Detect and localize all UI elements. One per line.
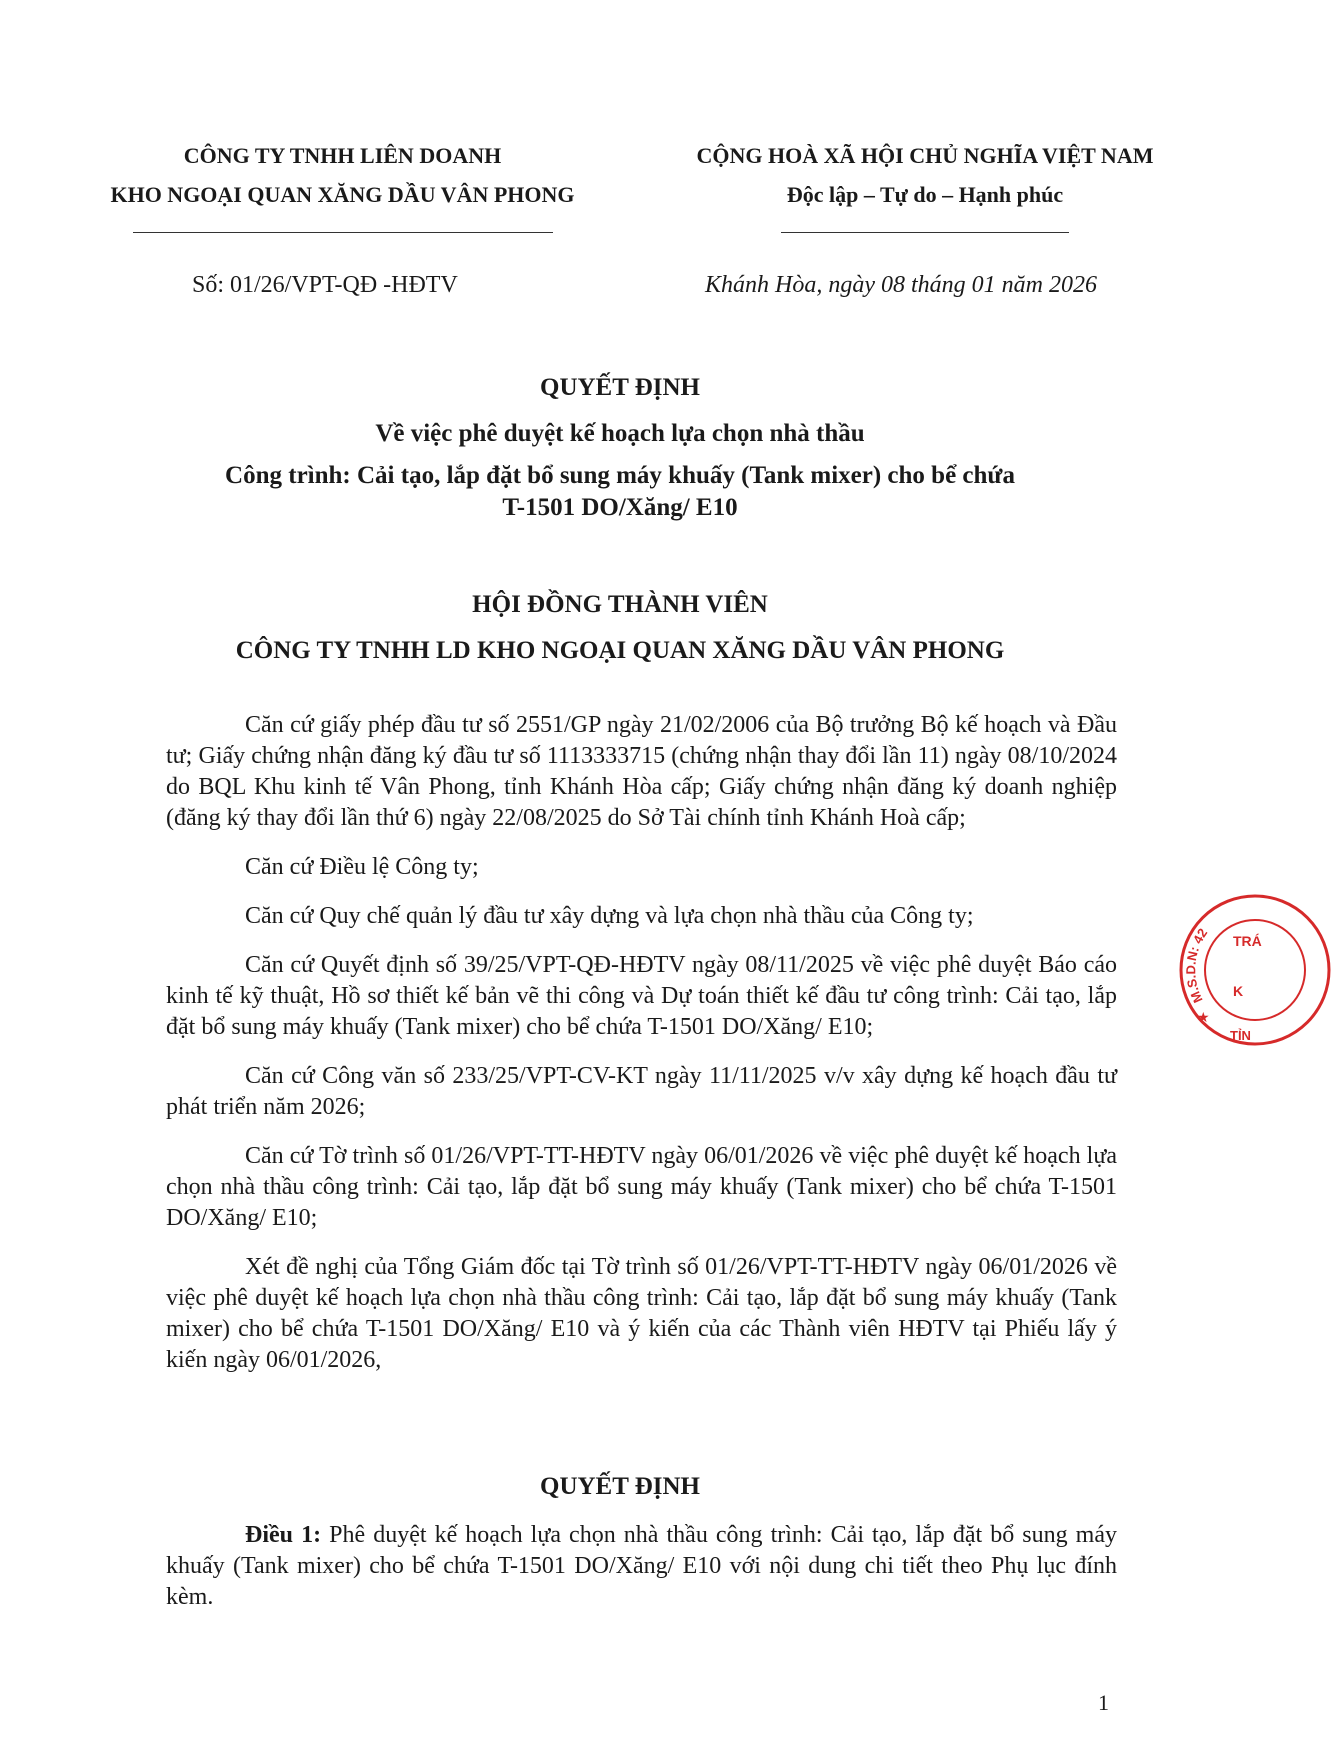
stamp-text-bottom: TỈN (1230, 1028, 1251, 1043)
state-name: CỘNG HOÀ XÃ HỘI CHỦ NGHĨA VIỆT NAM (696, 143, 1154, 168)
place-date: Khánh Hòa, ngày 08 tháng 01 năm 2026 (705, 272, 1097, 298)
stamp-arc-text: M.S.D.N: 42 (1183, 925, 1211, 1006)
issuer-block (80, 582, 1160, 674)
decision-title: QUYẾT ĐỊNH (540, 374, 700, 401)
decision-heading: QUYẾT ĐỊNH (540, 1473, 700, 1500)
org-name-line1: CÔNG TY TNHH LIÊN DOANH (183, 143, 502, 168)
article-1-text: Phê duyệt kế hoạch lựa chọn nhà thầu công trình: Cải tạo, lắp đặt bổ sung máy khuấy (Tank mixer) cho bể chứa T-1501 DO/Xăng/ E10 với nội dung chi tiết theo Phụ lục đính kèm. (166, 1522, 1117, 1610)
title-block (80, 370, 1160, 524)
basis-paragraph: Căn cứ Điều lệ Công ty; (245, 854, 479, 880)
basis-paragraph: Căn cứ giấy phép đầu tư số 2551/GP ngày 21/02/2006 của Bộ trưởng Bộ kế hoạch và Đầu tư; Giấy chứng nhận đăng ký đầu tư số 1113333715 (chứng nhận thay đổi lần 11) ngày 08/10/2024 do BQL Khu kinh tế Vân Phong, tỉnh Khánh Hòa cấp; Giấy chứng nhận đăng ký doanh nghiệp (đăng ký thay đổi lần thứ 6) ngày 22/08/2025 do Sở Tài chính tỉnh Khánh Hoà cấp; (166, 712, 1117, 831)
state-header (655, 136, 1195, 233)
basis-paragraph: Căn cứ Quyết định số 39/25/VPT-QĐ-HĐTV ngày 08/11/2025 về việc phê duyệt Báo cáo kinh tế kỹ thuật, Hồ sơ thiết kế bản vẽ thi công và Dự toán thiết kế đầu tư công trình: Cải tạo, lắp đặt bổ sung máy khuấy (Tank mixer) cho bể chứa T-1501 DO/Xăng/ E10; (166, 952, 1117, 1040)
stamp-star-icon: ★ (1197, 1011, 1210, 1026)
article-1-label: Điều 1: (245, 1522, 322, 1548)
basis-paragraph: Căn cứ Tờ trình số 01/26/VPT-TT-HĐTV ngày 06/01/2026 về việc phê duyệt kế hoạch lựa chọn nhà thầu công trình: Cải tạo, lắp đặt bổ sung máy khuấy (Tank mixer) cho bể chứa T-1501 DO/Xăng/ E10; (166, 1143, 1117, 1231)
basis-paragraph: Căn cứ Công văn số 233/25/VPT-CV-KT ngày 11/11/2025 v/v xây dựng kế hoạch đầu tư phát triển năm 2026; (166, 1063, 1117, 1120)
issuer-line1: HỘI ĐỒNG THÀNH VIÊN (472, 591, 768, 618)
issuer-line2: CÔNG TY TNHH LD KHO NGOẠI QUAN XĂNG DẦU VÂN PHONG (235, 637, 1005, 664)
org-header-rule (133, 232, 553, 233)
state-header-rule (781, 232, 1069, 233)
document-number: Số: 01/26/VPT-QĐ -HĐTV (192, 272, 458, 298)
state-motto: Độc lập – Tự do – Hạnh phúc (786, 182, 1064, 207)
company-stamp (1175, 890, 1335, 1050)
org-header (70, 136, 615, 233)
project-line-1: Công trình: Cải tạo, lắp đặt bổ sung máy khuấy (Tank mixer) cho bể chứa (225, 462, 1015, 489)
basis-paragraph: Căn cứ Quy chế quản lý đầu tư xây dựng và lựa chọn nhà thầu của Công ty; (245, 903, 974, 929)
basis-paragraph: Xét đề nghị của Tổng Giám đốc tại Tờ trình số 01/26/VPT-TT-HĐTV ngày 06/01/2026 về việc phê duyệt kế hoạch lựa chọn nhà thầu công trình: Cải tạo, lắp đặt bổ sung máy khuấy (Tank mixer) cho bể chứa T-1501 DO/Xăng/ E10 và ý kiến của các Thành viên HĐTV tại Phiếu lấy ý kiến ngày 06/01/2026, (166, 1254, 1117, 1373)
article-1 (166, 1520, 1117, 1613)
project-line-2: T-1501 DO/Xăng/ E10 (502, 494, 738, 521)
org-name-line2: KHO NGOẠI QUAN XĂNG DẦU VÂN PHONG (110, 182, 575, 207)
decision-subject: Về việc phê duyệt kế hoạch lựa chọn nhà thầu (375, 420, 865, 447)
page-number: 1 (1098, 1690, 1109, 1715)
stamp-text-mid: K (1233, 983, 1244, 999)
stamp-text-right: TRÁ (1233, 933, 1262, 949)
legal-bases (166, 710, 1117, 1394)
